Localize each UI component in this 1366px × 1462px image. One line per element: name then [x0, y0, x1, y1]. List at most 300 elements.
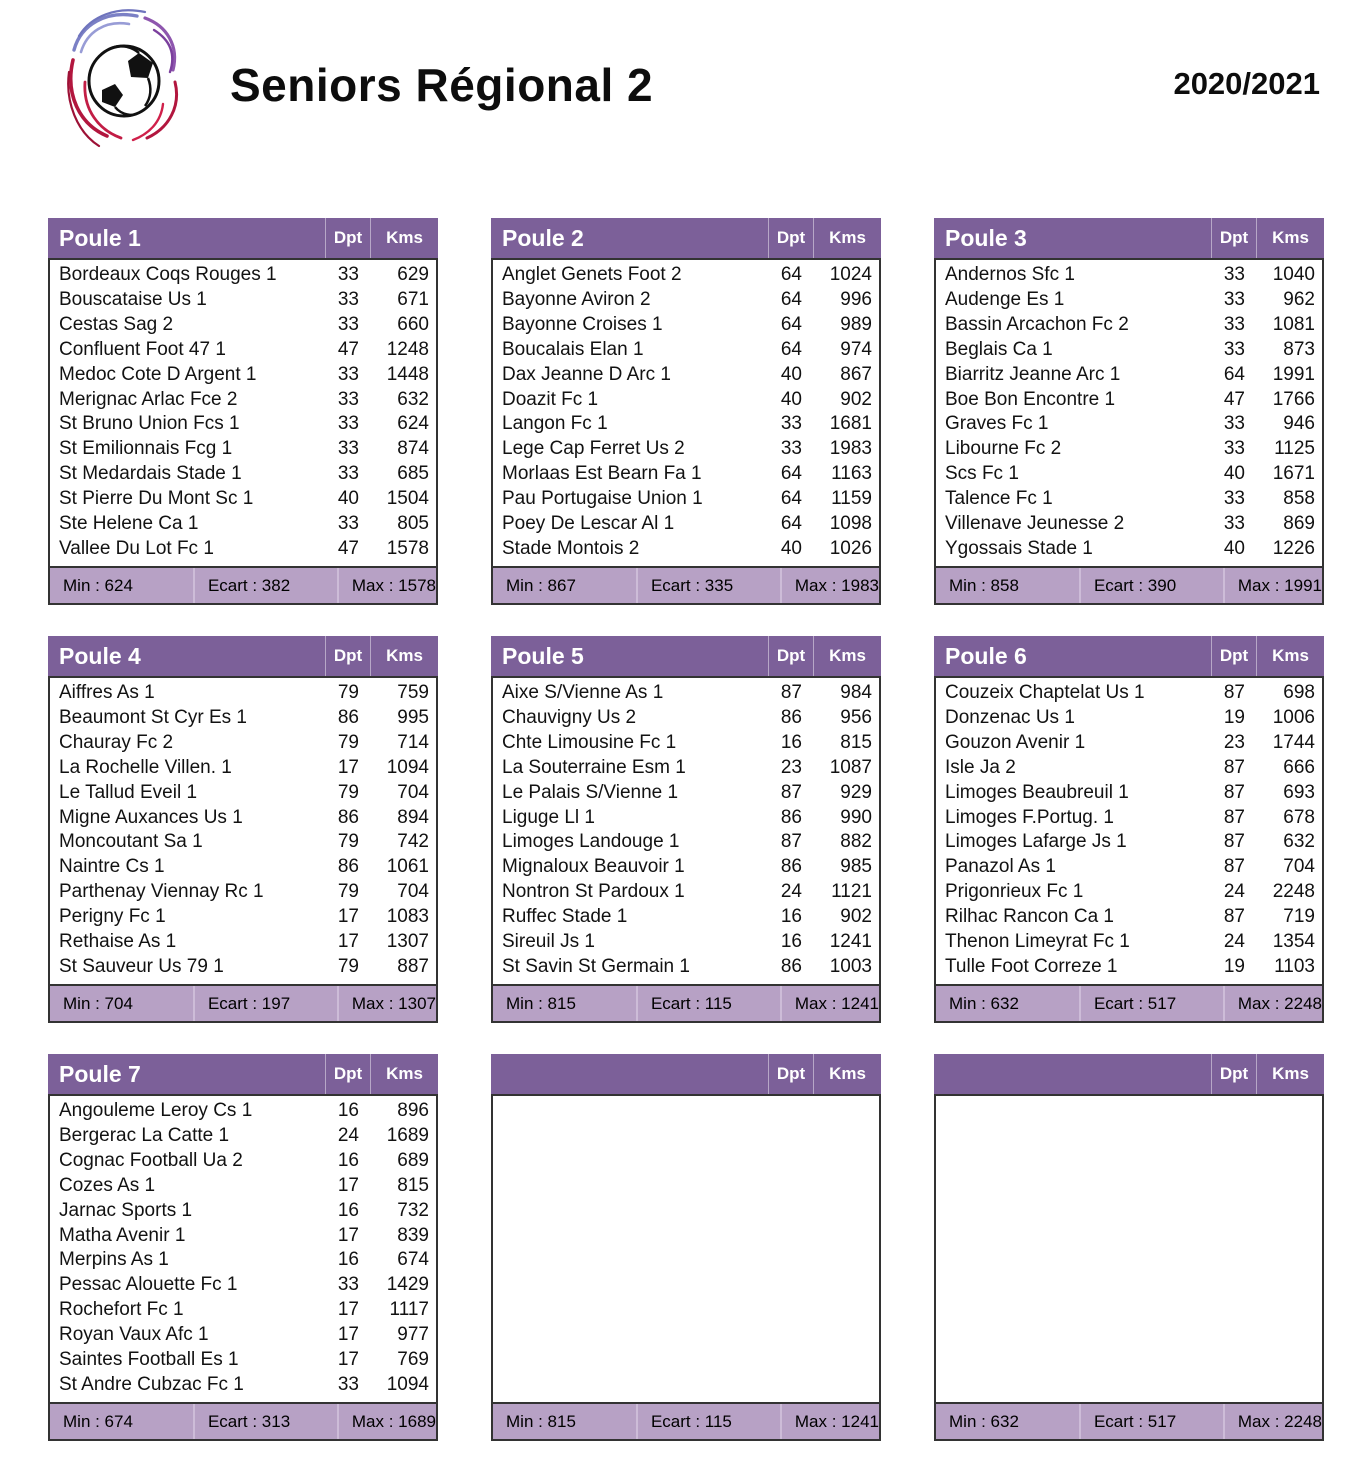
team-dpt: 33	[337, 363, 359, 385]
table-row	[493, 462, 879, 487]
team-dpt: 40	[337, 488, 359, 510]
team-name: Ste Helene Ca 1	[59, 513, 199, 535]
team-kms: 1681	[829, 413, 872, 435]
team-kms: 629	[397, 264, 429, 285]
team-dpt: 86	[337, 856, 359, 878]
team-dpt: 64	[780, 488, 802, 510]
team-kms: 1429	[386, 1274, 429, 1296]
pool-table	[934, 218, 1324, 605]
pool-frame	[491, 1094, 881, 1441]
stat-min: Min : 867	[506, 575, 576, 595]
team-name: St Pierre Du Mont Sc 1	[59, 488, 254, 510]
pool-table	[491, 1054, 881, 1441]
team-name: Morlaas Est Bearn Fa 1	[502, 463, 702, 485]
team-kms: 1307	[386, 931, 429, 953]
team-name: St Andre Cubzac Fc 1	[59, 1373, 244, 1395]
column-header-dpt: Dpt	[1211, 218, 1256, 258]
table-row	[50, 437, 436, 462]
pool-footer	[936, 566, 1322, 603]
team-name: Tulle Foot Correze 1	[945, 955, 1118, 977]
team-dpt: 33	[337, 513, 359, 535]
stat-ecart: Ecart : 517	[1079, 1404, 1223, 1439]
team-name: Nontron St Pardoux 1	[502, 881, 685, 903]
team-dpt: 17	[337, 931, 359, 953]
team-name: Stade Montois 2	[502, 537, 640, 559]
team-kms: 805	[397, 513, 429, 535]
team-name: La Rochelle Villen. 1	[59, 756, 232, 778]
team-name: Chauvigny Us 2	[502, 706, 637, 728]
team-dpt: 40	[780, 537, 802, 559]
team-dpt: 79	[337, 781, 359, 803]
table-row	[936, 706, 1322, 731]
team-dpt: 64	[780, 463, 802, 485]
team-dpt: 16	[337, 1100, 359, 1121]
team-dpt: 33	[337, 438, 359, 460]
team-dpt: 33	[1223, 313, 1245, 335]
table-row	[936, 756, 1322, 781]
table-row	[936, 830, 1322, 855]
stat-max: Max : 2248	[1223, 1404, 1322, 1439]
team-name: Bordeaux Coqs Rouges 1	[59, 264, 277, 285]
pool-header	[934, 1054, 1324, 1094]
team-name: Cestas Sag 2	[59, 313, 174, 335]
pool-title	[934, 1054, 1211, 1094]
team-kms: 874	[397, 438, 429, 460]
column-header-kms: Kms	[813, 636, 881, 676]
team-dpt: 33	[337, 463, 359, 485]
team-kms: 956	[840, 706, 872, 728]
pool-table	[491, 636, 881, 1023]
team-dpt: 47	[337, 338, 359, 360]
table-row	[493, 487, 879, 512]
team-kms: 2248	[1272, 881, 1315, 903]
team-name: Rilhac Rancon Ca 1	[945, 906, 1114, 928]
team-name: Gouzon Avenir 1	[945, 731, 1086, 753]
team-name: Cozes As 1	[59, 1174, 156, 1196]
season-label: 2020/2021	[1173, 66, 1320, 101]
table-row	[50, 855, 436, 880]
team-dpt: 40	[780, 363, 802, 385]
team-dpt: 40	[780, 388, 802, 410]
team-kms: 902	[840, 906, 872, 928]
team-name: Libourne Fc 2	[945, 438, 1062, 460]
team-dpt: 17	[337, 1174, 359, 1196]
team-kms: 995	[397, 706, 429, 728]
team-dpt: 86	[337, 806, 359, 828]
stat-min: Min : 632	[949, 1411, 1019, 1431]
table-row	[493, 756, 879, 781]
team-dpt: 87	[1223, 856, 1245, 878]
team-name: Aixe S/Vienne As 1	[502, 682, 664, 703]
team-dpt: 24	[1223, 881, 1245, 903]
team-dpt: 17	[337, 1349, 359, 1371]
column-header-kms: Kms	[813, 1054, 881, 1094]
team-kms: 896	[397, 1100, 429, 1121]
team-dpt: 33	[337, 1274, 359, 1296]
pool-footer	[50, 566, 436, 603]
team-kms: 1117	[389, 1299, 429, 1321]
team-dpt: 87	[1223, 831, 1245, 853]
team-name: St Sauveur Us 79 1	[59, 955, 224, 977]
table-row	[493, 388, 879, 413]
table-row	[50, 1124, 436, 1149]
team-name: Confluent Foot 47 1	[59, 338, 226, 360]
table-row	[50, 905, 436, 930]
table-row	[936, 731, 1322, 756]
team-kms: 1087	[829, 756, 872, 778]
team-dpt: 23	[780, 756, 802, 778]
table-row	[936, 462, 1322, 487]
stat-ecart: Ecart : 517	[1079, 986, 1223, 1021]
table-row	[50, 487, 436, 512]
team-kms: 1125	[1274, 438, 1315, 460]
team-kms: 1226	[1272, 537, 1315, 559]
team-dpt: 33	[1223, 264, 1245, 285]
pool-frame	[48, 258, 438, 605]
team-kms: 1744	[1272, 731, 1315, 753]
table-row	[936, 263, 1322, 288]
pool-title: Poule 7	[59, 1060, 141, 1087]
pool-header	[491, 1054, 881, 1094]
team-kms: 1671	[1272, 463, 1315, 485]
team-name: Andernos Sfc 1	[945, 264, 1075, 285]
team-name: St Bruno Union Fcs 1	[59, 413, 240, 435]
pool-frame	[491, 258, 881, 605]
team-dpt: 87	[780, 831, 802, 853]
team-name: Cognac Football Ua 2	[59, 1149, 243, 1171]
column-header-kms: Kms	[813, 218, 881, 258]
team-dpt: 33	[780, 438, 802, 460]
team-dpt: 33	[1223, 288, 1245, 310]
table-row	[50, 537, 436, 562]
team-kms: 1504	[386, 488, 429, 510]
team-kms: 689	[397, 1149, 429, 1171]
team-kms: 990	[840, 806, 872, 828]
table-row	[936, 338, 1322, 363]
team-name: Jarnac Sports 1	[59, 1199, 193, 1221]
pool-title: Poule 5	[502, 642, 584, 669]
team-name: St Emilionnais Fcg 1	[59, 438, 233, 460]
team-kms: 977	[397, 1324, 429, 1346]
column-header-dpt: Dpt	[325, 636, 370, 676]
team-kms: 1578	[386, 537, 429, 559]
team-name: Isle Ja 2	[945, 756, 1016, 778]
table-row	[493, 930, 879, 955]
team-name: Bayonne Aviron 2	[502, 288, 651, 310]
team-dpt: 33	[1223, 488, 1245, 510]
team-kms: 666	[1283, 756, 1315, 778]
stat-max: Max : 2248	[1223, 986, 1322, 1021]
team-dpt: 86	[780, 856, 802, 878]
stat-ecart: Ecart : 197	[193, 986, 337, 1021]
team-dpt: 64	[780, 513, 802, 535]
team-dpt: 47	[1223, 388, 1245, 410]
team-kms: 693	[1283, 781, 1315, 803]
table-row	[50, 880, 436, 905]
pool-table	[934, 1054, 1324, 1441]
pool-body	[936, 1096, 1322, 1402]
column-header-dpt: Dpt	[768, 218, 813, 258]
team-kms: 858	[1283, 488, 1315, 510]
team-kms: 704	[1283, 856, 1315, 878]
stat-ecart: Ecart : 382	[193, 568, 337, 603]
team-name: Boe Bon Encontre 1	[945, 388, 1116, 410]
team-kms: 704	[397, 881, 429, 903]
table-row	[936, 681, 1322, 706]
column-header-dpt: Dpt	[325, 218, 370, 258]
table-row	[493, 731, 879, 756]
team-dpt: 64	[780, 288, 802, 310]
table-row	[936, 537, 1322, 562]
team-dpt: 17	[337, 1324, 359, 1346]
team-name: Chte Limousine Fc 1	[502, 731, 677, 753]
table-row	[936, 512, 1322, 537]
team-kms: 1094	[386, 756, 429, 778]
table-row	[493, 512, 879, 537]
team-dpt: 33	[337, 413, 359, 435]
team-name: Limoges Beaubreuil 1	[945, 781, 1129, 803]
pool-title: Poule 1	[59, 224, 141, 251]
stat-ecart: Ecart : 115	[636, 1404, 780, 1439]
pool-table	[491, 218, 881, 605]
team-dpt: 16	[780, 931, 802, 953]
team-kms: 974	[840, 338, 872, 360]
team-kms: 769	[397, 1349, 429, 1371]
team-name: Boucalais Elan 1	[502, 338, 644, 360]
team-name: Le Palais S/Vienne 1	[502, 781, 679, 803]
team-dpt: 24	[1223, 931, 1245, 953]
team-name: Beglais Ca 1	[945, 338, 1053, 360]
team-name: Scs Fc 1	[945, 463, 1019, 485]
team-kms: 1354	[1272, 931, 1315, 953]
team-name: Beaumont St Cyr Es 1	[59, 706, 247, 728]
team-dpt: 33	[337, 313, 359, 335]
team-name: Perigny Fc 1	[59, 906, 166, 928]
team-name: Chauray Fc 2	[59, 731, 174, 753]
team-name: Matha Avenir 1	[59, 1224, 186, 1246]
team-dpt: 86	[780, 806, 802, 828]
pool-frame	[48, 1094, 438, 1441]
team-name: Poey De Lescar Al 1	[502, 513, 675, 535]
team-name: Thenon Limeyrat Fc 1	[945, 931, 1130, 953]
team-kms: 1024	[829, 264, 872, 285]
team-dpt: 87	[780, 781, 802, 803]
team-dpt: 17	[337, 1299, 359, 1321]
table-row	[50, 1273, 436, 1298]
table-row	[50, 756, 436, 781]
table-row	[50, 955, 436, 980]
table-row	[936, 905, 1322, 930]
pool-frame	[48, 676, 438, 1023]
column-header-dpt: Dpt	[768, 636, 813, 676]
pool-table	[934, 636, 1324, 1023]
team-name: Ygossais Stade 1	[945, 537, 1093, 559]
pool-title: Poule 3	[945, 224, 1027, 251]
team-name: Merpins As 1	[59, 1249, 169, 1271]
team-kms: 624	[397, 413, 429, 435]
team-name: Saintes Football Es 1	[59, 1349, 239, 1371]
team-kms: 1983	[829, 438, 872, 460]
table-row	[493, 830, 879, 855]
team-dpt: 33	[337, 264, 359, 285]
team-kms: 1766	[1272, 388, 1315, 410]
pool-body	[50, 678, 436, 984]
team-kms: 985	[840, 856, 872, 878]
team-name: Limoges F.Portug. 1	[945, 806, 1114, 828]
table-row	[50, 681, 436, 706]
team-dpt: 64	[1223, 363, 1245, 385]
team-kms: 996	[840, 288, 872, 310]
team-kms: 1040	[1272, 264, 1315, 285]
table-row	[50, 1224, 436, 1249]
table-row	[936, 781, 1322, 806]
team-name: Sireuil Js 1	[502, 931, 595, 953]
team-name: Le Tallud Eveil 1	[59, 781, 198, 803]
team-name: Rochefort Fc 1	[59, 1299, 184, 1321]
team-name: Rethaise As 1	[59, 931, 177, 953]
team-kms: 1448	[386, 363, 429, 385]
table-row	[493, 905, 879, 930]
table-row	[50, 830, 436, 855]
table-row	[936, 363, 1322, 388]
stat-max: Max : 1578	[337, 568, 436, 603]
team-name: Dax Jeanne D Arc 1	[502, 363, 671, 385]
table-row	[50, 462, 436, 487]
team-name: Biarritz Jeanne Arc 1	[945, 363, 1121, 385]
team-kms: 1098	[829, 513, 872, 535]
pool-header	[934, 636, 1324, 676]
stat-min: Min : 632	[949, 993, 1019, 1013]
column-header-kms: Kms	[370, 636, 438, 676]
team-kms: 1081	[1272, 313, 1315, 335]
team-name: Langon Fc 1	[502, 413, 608, 435]
table-row	[493, 313, 879, 338]
team-dpt: 16	[337, 1199, 359, 1221]
stat-min: Min : 704	[63, 993, 133, 1013]
team-dpt: 79	[337, 831, 359, 853]
table-row	[493, 955, 879, 980]
table-row	[493, 263, 879, 288]
pool-footer	[936, 1402, 1322, 1439]
team-name: La Souterraine Esm 1	[502, 756, 686, 778]
team-dpt: 87	[780, 682, 802, 703]
team-dpt: 87	[1223, 806, 1245, 828]
team-name: Talence Fc 1	[945, 488, 1053, 510]
stat-max: Max : 1241	[780, 1404, 879, 1439]
table-row	[493, 806, 879, 831]
table-row	[493, 880, 879, 905]
team-kms: 632	[397, 388, 429, 410]
team-dpt: 17	[337, 756, 359, 778]
pool-frame	[934, 258, 1324, 605]
team-dpt: 16	[780, 906, 802, 928]
team-name: Merignac Arlac Fce 2	[59, 388, 238, 410]
football-club-logo	[56, 8, 198, 158]
team-kms: 984	[840, 682, 872, 703]
pool-body	[50, 260, 436, 566]
team-dpt: 16	[337, 1149, 359, 1171]
stat-min: Min : 815	[506, 1411, 576, 1431]
team-kms: 704	[397, 781, 429, 803]
team-kms: 902	[840, 388, 872, 410]
team-kms: 1159	[831, 488, 872, 510]
team-kms: 1061	[386, 856, 429, 878]
team-dpt: 33	[337, 1373, 359, 1395]
table-row	[493, 412, 879, 437]
team-kms: 632	[1283, 831, 1315, 853]
team-dpt: 16	[780, 731, 802, 753]
table-row	[50, 412, 436, 437]
team-kms: 1006	[1272, 706, 1315, 728]
team-kms: 894	[397, 806, 429, 828]
team-name: Angouleme Leroy Cs 1	[59, 1100, 253, 1121]
pool-title: Poule 4	[59, 642, 141, 669]
table-row	[50, 1348, 436, 1373]
pool-header	[491, 636, 881, 676]
team-kms: 1083	[386, 906, 429, 928]
table-row	[936, 955, 1322, 980]
pool-footer	[493, 984, 879, 1021]
pool-header	[48, 218, 438, 258]
table-row	[493, 437, 879, 462]
team-name: Donzenac Us 1	[945, 706, 1075, 728]
table-row	[936, 930, 1322, 955]
pool-frame	[934, 676, 1324, 1023]
team-dpt: 79	[337, 682, 359, 703]
team-kms: 1121	[831, 881, 872, 903]
column-header-kms: Kms	[1256, 218, 1324, 258]
team-dpt: 64	[780, 313, 802, 335]
team-kms: 719	[1283, 906, 1315, 928]
pools-grid	[48, 218, 1324, 1441]
stat-ecart: Ecart : 335	[636, 568, 780, 603]
pool-body	[493, 260, 879, 566]
table-row	[50, 388, 436, 413]
pool-header	[48, 1054, 438, 1094]
team-kms: 815	[397, 1174, 429, 1196]
team-name: Naintre Cs 1	[59, 856, 165, 878]
stat-max: Max : 1241	[780, 986, 879, 1021]
stat-ecart: Ecart : 390	[1079, 568, 1223, 603]
team-kms: 1991	[1272, 363, 1315, 385]
team-name: Bouscataise Us 1	[59, 288, 207, 310]
pool-table	[48, 218, 438, 605]
team-name: Anglet Genets Foot 2	[502, 264, 682, 285]
table-row	[936, 388, 1322, 413]
table-row	[50, 288, 436, 313]
team-name: Bayonne Croises 1	[502, 313, 663, 335]
table-row	[936, 437, 1322, 462]
pool-header	[491, 218, 881, 258]
team-dpt: 24	[780, 881, 802, 903]
table-row	[50, 512, 436, 537]
table-row	[50, 1373, 436, 1398]
column-header-dpt: Dpt	[325, 1054, 370, 1094]
team-name: Liguge Ll 1	[502, 806, 595, 828]
team-name: Pessac Alouette Fc 1	[59, 1274, 238, 1296]
team-kms: 1163	[831, 463, 872, 485]
pool-header	[934, 218, 1324, 258]
team-dpt: 87	[1223, 756, 1245, 778]
column-header-kms: Kms	[1256, 1054, 1324, 1094]
stat-max: Max : 1689	[337, 1404, 436, 1439]
team-name: St Medardais Stade 1	[59, 463, 242, 485]
team-dpt: 40	[1223, 463, 1245, 485]
pool-footer	[936, 984, 1322, 1021]
team-kms: 1248	[386, 338, 429, 360]
team-name: Villenave Jeunesse 2	[945, 513, 1125, 535]
team-name: Medoc Cote D Argent 1	[59, 363, 257, 385]
